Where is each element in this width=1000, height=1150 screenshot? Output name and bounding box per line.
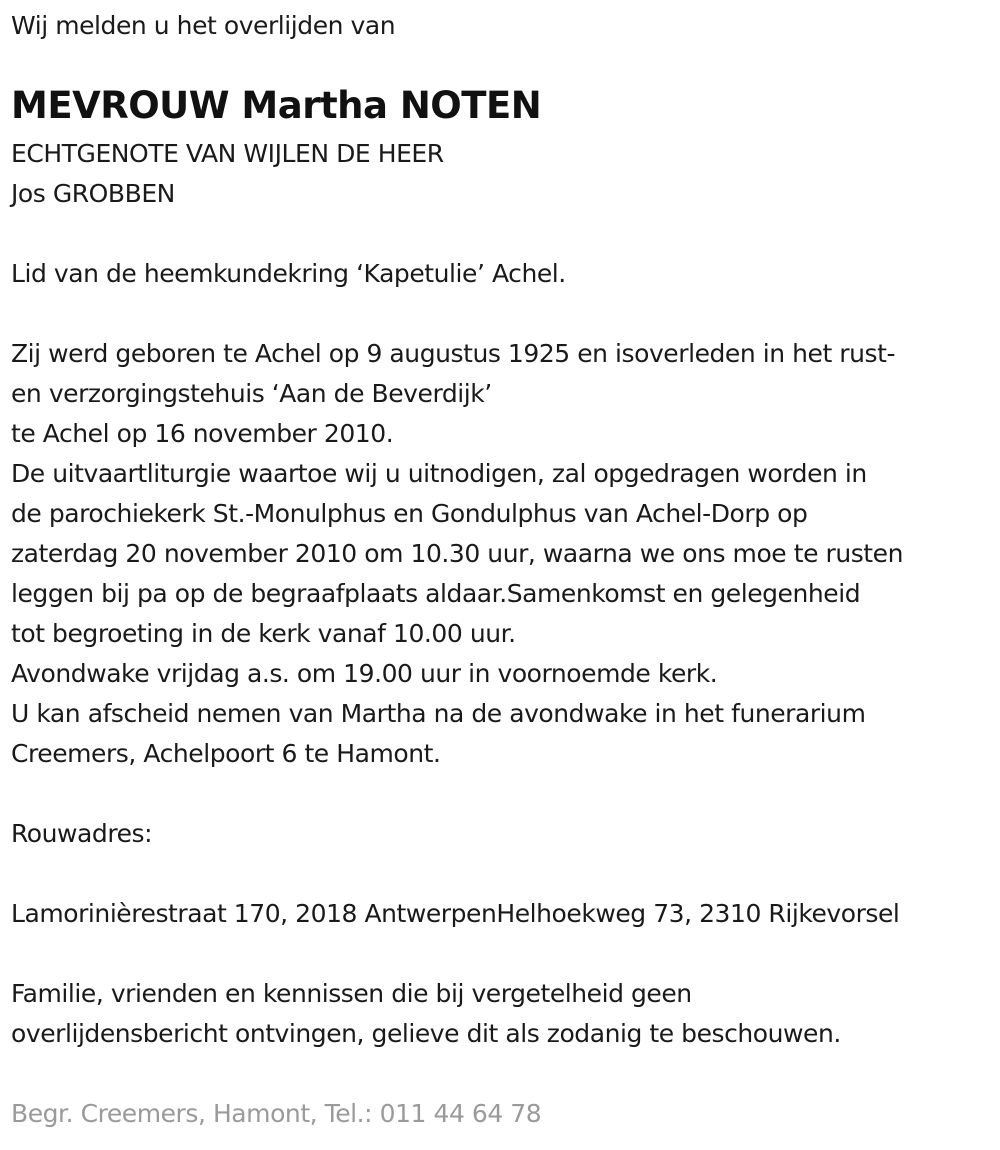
details-line: de parochiekerk St.-Monulphus en Gondulphus van Achel-Dorp op <box>11 499 808 528</box>
details-line: Avondwake vrijdag a.s. om 19.00 uur in voornoemde kerk. <box>11 659 718 688</box>
details-line: tot begroeting in de kerk vanaf 10.00 uur. <box>11 619 516 648</box>
details-paragraph <box>11 334 903 774</box>
details-line: leggen bij pa op de begraafplaats aldaar.Samenkomst en gelegenheid <box>11 579 861 608</box>
intro-text: Wij melden u het overlijden van <box>11 11 396 40</box>
spacer <box>11 774 903 814</box>
funeral-director-footer: Begr. Creemers, Hamont, Tel.: 011 44 64 78 <box>11 1099 542 1128</box>
spacer <box>11 294 903 334</box>
spouse-name: Jos GROBBEN <box>11 179 175 208</box>
spacer <box>11 1054 903 1094</box>
spacer <box>11 934 903 974</box>
details-line: U kan afscheid nemen van Martha na de avondwake in het funerarium <box>11 699 866 728</box>
mourning-address: Lamorinièrestraat 170, 2018 AntwerpenHelhoekweg 73, 2310 Rijkevorsel <box>11 899 900 928</box>
spacer <box>11 214 903 254</box>
details-line: te Achel op 16 november 2010. <box>11 419 394 448</box>
spacer <box>11 854 903 894</box>
obituary-body <box>11 134 903 1134</box>
membership-text: Lid van de heemkundekring ‘Kapetulie’ Achel. <box>11 259 566 288</box>
details-line: en verzorgingstehuis ‘Aan de Beverdijk’ <box>11 379 492 408</box>
spouse-title: ECHTGENOTE VAN WIJLEN DE HEER <box>11 139 444 168</box>
details-line: Creemers, Achelpoort 6 te Hamont. <box>11 739 441 768</box>
notice-line: overlijdensbericht ontvingen, gelieve dit als zodanig te beschouwen. <box>11 1019 841 1048</box>
deceased-name: MEVROUW Martha NOTEN <box>11 84 542 127</box>
mourning-address-label: Rouwadres: <box>11 819 153 848</box>
details-line: zaterdag 20 november 2010 om 10.30 uur, waarna we ons moe te rusten <box>11 539 903 568</box>
details-line: De uitvaartliturgie waartoe wij u uitnodigen, zal opgedragen worden in <box>11 459 867 488</box>
notice-line: Familie, vrienden en kennissen die bij vergetelheid geen <box>11 979 692 1008</box>
details-line: Zij werd geboren te Achel op 9 augustus 1925 en isoverleden in het rust- <box>11 339 896 368</box>
